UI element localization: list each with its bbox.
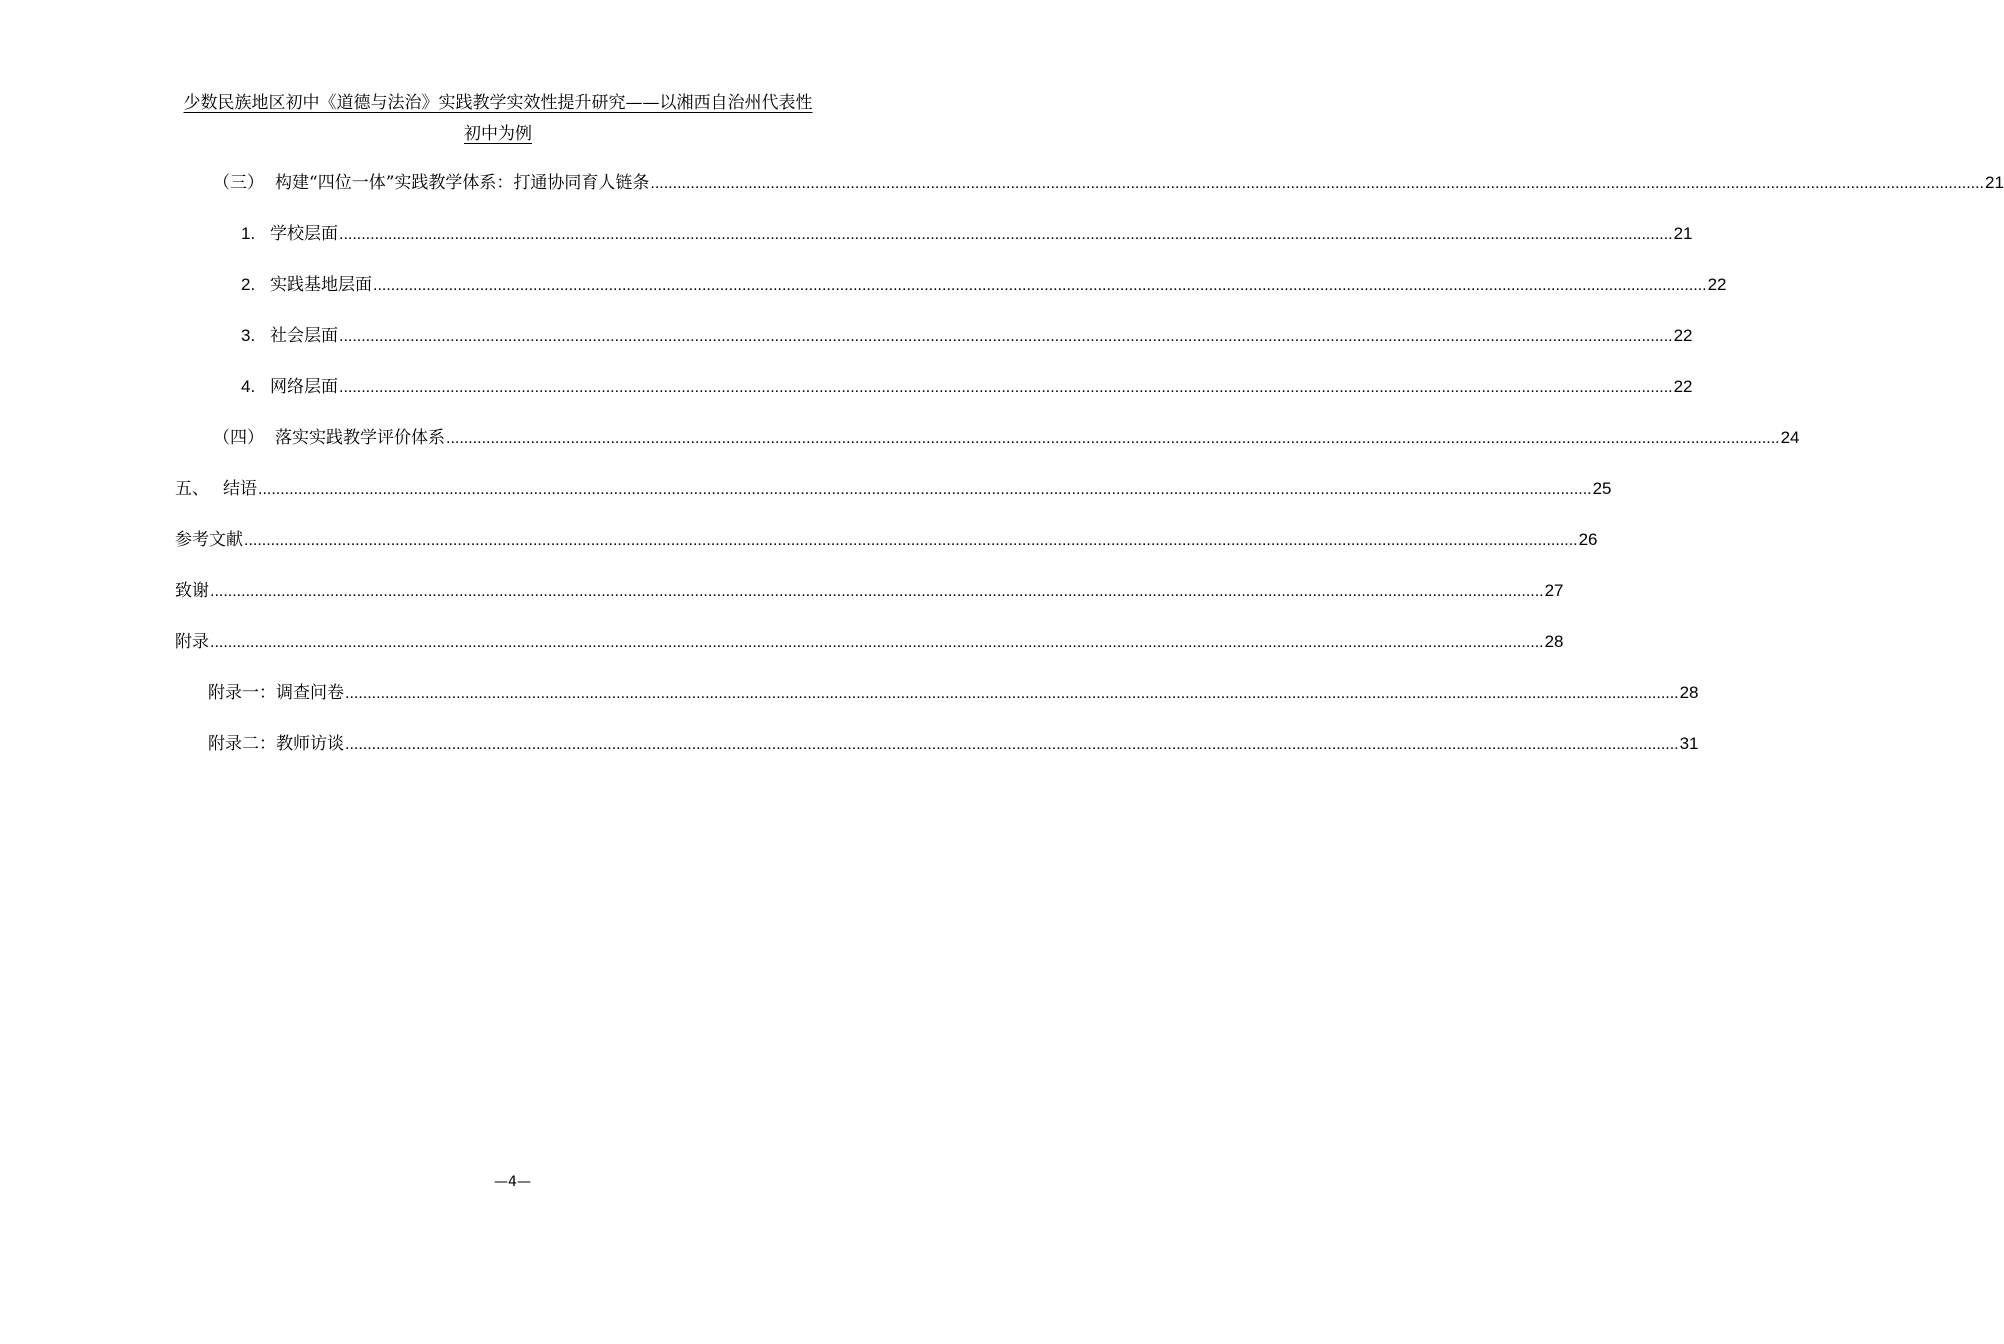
toc-entry-section-4[interactable] [213, 423, 1800, 453]
toc-entry-section-3[interactable] [213, 168, 2004, 198]
toc-entry-label: 致谢 [175, 581, 209, 601]
toc-entry-marker: （三） [213, 173, 264, 193]
toc-entry-page: 21 [1673, 224, 1693, 243]
dot-leader: ............................................................................................................................................................................................................................................................................................................ [210, 634, 1544, 651]
toc-entry-label: 社会层面 [270, 326, 338, 345]
toc-entry-page: 22 [1673, 377, 1693, 396]
running-header-line1: 少数民族地区初中《道德与法治》实践教学实效性提升研究——以湘西自治州代表性 [183, 93, 813, 113]
toc-entry-appendix-1[interactable] [208, 678, 1699, 708]
toc-entry-marker: 3. [241, 326, 256, 345]
toc-entry-page: 28 [1679, 683, 1699, 702]
toc-entry-marker: 4. [241, 377, 256, 396]
dot-leader: ............................................................................................................................................................................................................................................................................................................ [446, 430, 1780, 447]
toc-entry-page: 26 [1578, 530, 1598, 549]
toc-entry-marker: 1. [241, 224, 256, 243]
toc-entry-page: 24 [1780, 428, 1800, 447]
toc-entry-label: 附录 [175, 632, 209, 652]
toc-entry-page: 28 [1544, 632, 1564, 651]
dot-leader: ............................................................................................................................................................................................................................................................................................................ [339, 379, 1673, 396]
toc-entry-appendix[interactable] [175, 627, 1564, 657]
toc-entry-acknowledgements[interactable] [175, 576, 1564, 606]
dot-leader: ............................................................................................................................................................................................................................................................................................................ [339, 328, 1673, 345]
toc-entry-conclusion[interactable] [175, 474, 1612, 504]
running-header-line2: 初中为例 [464, 124, 532, 144]
toc-entry-label: 附录二：教师访谈 [208, 734, 344, 754]
toc-entry-network-level[interactable] [241, 372, 1693, 402]
toc-entry-practice-base-level[interactable] [241, 270, 1727, 300]
dot-leader: ............................................................................................................................................................................................................................................................................................................ [345, 685, 1679, 702]
toc-entry-label: 网络层面 [270, 377, 338, 396]
toc-entry-page: 25 [1592, 479, 1612, 498]
dot-leader: ............................................................................................................................................................................................................................................................................................................ [345, 736, 1679, 753]
toc-entry-page: 31 [1679, 734, 1699, 753]
dot-leader: ............................................................................................................................................................................................................................................................................................................ [258, 481, 1592, 498]
toc-entry-page: 27 [1544, 581, 1564, 600]
dot-leader: ............................................................................................................................................................................................................................................................................................................ [650, 175, 1984, 192]
toc-entry-page: 22 [1673, 326, 1693, 345]
dot-leader: ............................................................................................................................................................................................................................................................................................................ [244, 532, 1578, 549]
toc-entry-page: 21 [1984, 173, 2004, 192]
toc-entry-label: 参考文献 [175, 530, 243, 550]
toc-entry-references[interactable] [175, 525, 1598, 555]
toc-entry-marker: 五、 [175, 479, 209, 499]
toc-entry-label: 结语 [223, 479, 257, 499]
running-header [0, 88, 996, 150]
toc-entry-label: 附录一：调查问卷 [208, 683, 344, 703]
toc-entry-page: 22 [1707, 275, 1727, 294]
toc-entry-society-level[interactable] [241, 321, 1693, 351]
dot-leader: ............................................................................................................................................................................................................................................................................................................ [373, 277, 1707, 294]
toc-entry-label: 学校层面 [270, 224, 338, 243]
toc-entry-school-level[interactable] [241, 219, 1693, 249]
toc-entry-appendix-2[interactable] [208, 729, 1699, 759]
toc-entry-label: 构建“四位一体”实践教学体系：打通协同育人链条 [275, 173, 650, 193]
toc-entry-marker: （四） [213, 428, 264, 448]
toc-entry-label: 实践基地层面 [270, 275, 372, 294]
page-number: —4— [494, 1174, 531, 1190]
toc-entry-marker: 2. [241, 275, 256, 294]
dot-leader: ............................................................................................................................................................................................................................................................................................................ [339, 226, 1673, 243]
toc-entry-label: 落实实践教学评价体系 [275, 428, 445, 448]
dot-leader: ............................................................................................................................................................................................................................................................................................................ [210, 583, 1544, 600]
